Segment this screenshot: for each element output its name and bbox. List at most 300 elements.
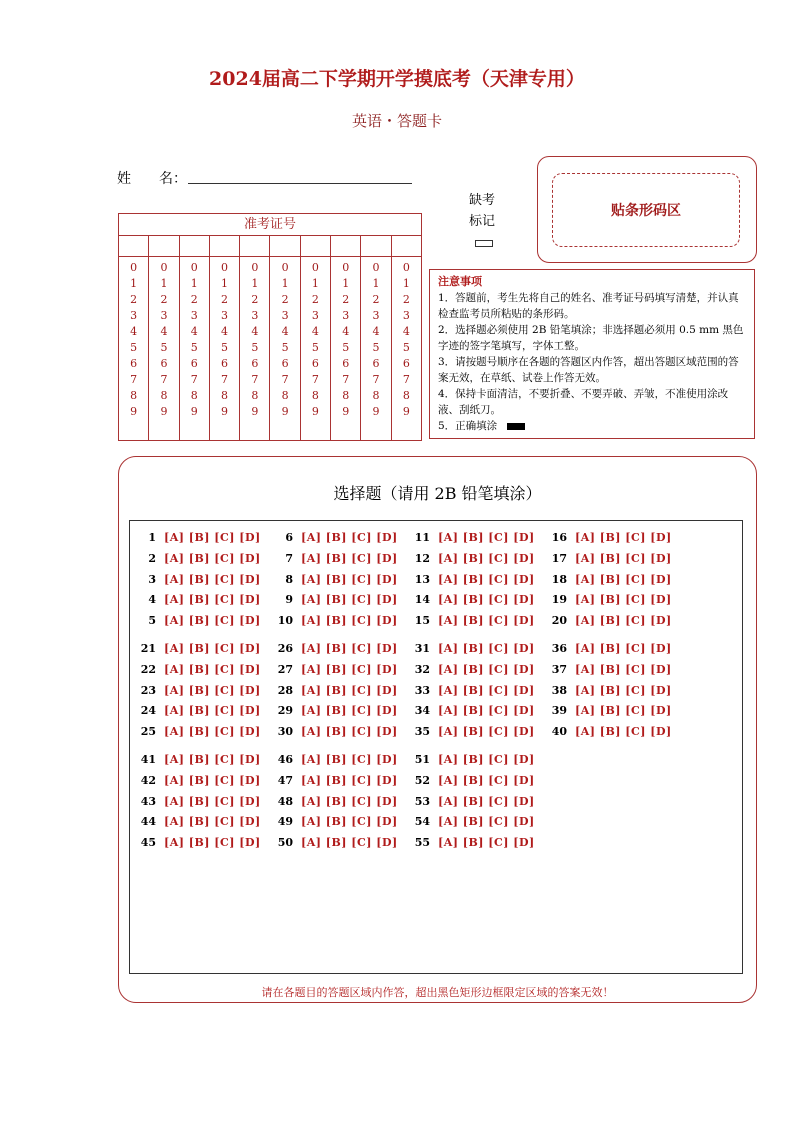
answer-options[interactable]: [A] [B] [C] [D] <box>301 704 398 718</box>
ticket-digit-bubble[interactable]: 3 <box>251 309 259 322</box>
ticket-digit-bubble[interactable]: 0 <box>342 261 350 274</box>
ticket-digit-bubble[interactable]: 5 <box>372 341 380 354</box>
question-number: 29 <box>277 704 293 718</box>
answer-options[interactable]: [A] [B] [C] [D] <box>301 773 398 787</box>
answer-options[interactable]: [A] [B] [C] [D] <box>575 642 672 655</box>
question-row <box>136 639 261 660</box>
question-row <box>547 681 672 702</box>
question-row <box>547 528 672 549</box>
ticket-digit-bubble[interactable]: 0 <box>402 261 410 274</box>
ticket-digit-bubble[interactable]: 3 <box>281 309 289 322</box>
question-row <box>136 590 261 611</box>
notice-box <box>429 269 755 439</box>
question-row <box>273 833 398 854</box>
ticket-digit-bubble[interactable]: 6 <box>342 357 350 370</box>
ticket-digit-bubble[interactable]: 7 <box>160 373 168 386</box>
ticket-digit-bubble[interactable]: 1 <box>190 277 198 290</box>
question-row <box>410 771 535 792</box>
ticket-digit-bubble[interactable]: 5 <box>281 341 289 354</box>
question-row <box>547 611 672 632</box>
answer-options[interactable]: [A] [B] [C] [D] <box>301 794 398 808</box>
question-row <box>273 528 398 549</box>
answer-options[interactable]: [A] [B] [C] [D] <box>438 773 535 787</box>
question-number: 23 <box>140 683 156 697</box>
question-number: 2 <box>148 551 156 565</box>
question-row <box>547 639 672 660</box>
ticket-digit-column <box>240 257 270 440</box>
ticket-digit-bubble[interactable]: 8 <box>281 389 289 402</box>
question-number: 36 <box>551 642 567 655</box>
question-number: 31 <box>414 642 430 655</box>
question-number: 22 <box>140 662 156 676</box>
ticket-digit-column <box>119 257 149 440</box>
ticket-digit-bubble[interactable]: 5 <box>130 341 138 354</box>
ticket-digit-bubble[interactable]: 6 <box>130 357 138 370</box>
ticket-digit-bubble[interactable]: 2 <box>372 293 380 306</box>
absent-label-line: 标记 <box>468 214 495 229</box>
ticket-digit-bubble[interactable]: 5 <box>402 341 410 354</box>
ticket-digit-bubble[interactable]: 5 <box>342 341 350 354</box>
question-number: 52 <box>414 773 430 787</box>
ticket-digit-bubble[interactable]: 1 <box>281 277 289 290</box>
ticket-digit-bubble[interactable]: 7 <box>342 373 350 386</box>
ticket-digit-bubble[interactable]: 2 <box>342 293 350 306</box>
ticket-digit-bubble[interactable]: 9 <box>160 405 168 418</box>
ticket-digit-bubble[interactable]: 8 <box>130 389 138 402</box>
question-column <box>136 750 261 854</box>
question-row <box>547 701 672 722</box>
question-number: 41 <box>140 753 156 766</box>
question-row <box>410 639 535 660</box>
choice-section-title: 选择题（请用 2B 铅笔填涂） <box>333 484 542 503</box>
answer-options[interactable]: [A] [B] [C] [D] <box>164 753 261 766</box>
question-number: 43 <box>140 794 156 808</box>
ticket-digit-bubble[interactable]: 8 <box>372 389 380 402</box>
question-row <box>547 590 672 611</box>
ticket-digit-bubble[interactable]: 8 <box>342 389 350 402</box>
ticket-digit-bubble[interactable]: 7 <box>221 373 229 386</box>
question-number: 21 <box>140 642 156 655</box>
ticket-digit-bubble[interactable]: 4 <box>281 325 289 338</box>
question-row <box>273 639 398 660</box>
question-number: 28 <box>277 683 293 697</box>
ticket-write-cell[interactable] <box>180 236 210 256</box>
ticket-digit-bubble[interactable]: 9 <box>190 405 198 418</box>
question-column <box>410 639 535 743</box>
answer-options[interactable]: [A] [B] [C] [D] <box>438 572 535 586</box>
answer-options[interactable]: [A] [B] [C] [D] <box>301 683 398 697</box>
question-row <box>136 528 261 549</box>
ticket-digit-bubble[interactable]: 6 <box>311 357 319 370</box>
ticket-digit-bubble[interactable]: 2 <box>160 293 168 306</box>
ticket-digit-bubble[interactable]: 1 <box>221 277 229 290</box>
question-number: 24 <box>140 704 156 718</box>
answer-options[interactable]: [A] [B] [C] [D] <box>438 794 535 808</box>
ticket-write-cell[interactable] <box>361 236 391 256</box>
question-number: 9 <box>285 593 293 607</box>
ticket-digit-bubble[interactable]: 3 <box>342 309 350 322</box>
ticket-digit-columns <box>119 257 421 440</box>
ticket-digit-bubble[interactable]: 5 <box>311 341 319 354</box>
question-number: 10 <box>277 614 293 628</box>
barcode-label: 贴条形码区 <box>552 173 740 247</box>
answer-options[interactable]: [A] [B] [C] [D] <box>301 642 398 655</box>
question-number: 44 <box>140 815 156 829</box>
answer-options[interactable]: [A] [B] [C] [D] <box>575 662 672 676</box>
question-number: 4 <box>148 593 156 607</box>
question-row <box>410 590 535 611</box>
ticket-digit-bubble[interactable]: 2 <box>311 293 319 306</box>
answer-options[interactable]: [A] [B] [C] [D] <box>438 815 535 829</box>
question-column <box>410 750 535 854</box>
ticket-write-cell[interactable] <box>392 236 421 256</box>
barcode-area <box>537 156 757 263</box>
ticket-digit-bubble[interactable]: 3 <box>372 309 380 322</box>
question-number: 50 <box>277 836 293 850</box>
ticket-digit-bubble[interactable]: 2 <box>281 293 289 306</box>
question-number: 7 <box>285 551 293 565</box>
answer-options[interactable]: [A] [B] [C] [D] <box>164 551 261 565</box>
ticket-write-cell[interactable] <box>301 236 331 256</box>
ticket-digit-bubble[interactable]: 5 <box>160 341 168 354</box>
ticket-digit-bubble[interactable]: 4 <box>130 325 138 338</box>
question-number: 45 <box>140 836 156 850</box>
page-subtitle: 英语・答题卡 <box>351 112 442 130</box>
ticket-digit-bubble[interactable]: 3 <box>311 309 319 322</box>
answer-options[interactable]: [A] [B] [C] [D] <box>438 725 535 739</box>
ticket-digit-bubble[interactable]: 2 <box>130 293 138 306</box>
question-row <box>547 570 672 591</box>
ticket-digit-bubble[interactable]: 4 <box>221 325 229 338</box>
name-field[interactable] <box>188 183 412 184</box>
question-number: 33 <box>414 683 430 697</box>
page-title: 2024届高二下学期开学摸底考（天津专用） <box>209 68 585 90</box>
answer-options[interactable]: [A] [B] [C] [D] <box>301 662 398 676</box>
question-row <box>136 611 261 632</box>
notice-list <box>438 290 746 434</box>
ticket-digit-bubble[interactable]: 7 <box>281 373 289 386</box>
ticket-write-cell[interactable] <box>240 236 270 256</box>
ticket-digit-bubble[interactable]: 7 <box>372 373 380 386</box>
answer-options[interactable]: [A] [B] [C] [D] <box>301 551 398 565</box>
ticket-digit-bubble[interactable]: 0 <box>130 261 138 274</box>
question-row <box>136 549 261 570</box>
question-number: 17 <box>551 551 567 565</box>
ticket-digit-bubble[interactable]: 5 <box>190 341 198 354</box>
question-row <box>547 549 672 570</box>
ticket-digit-bubble[interactable]: 9 <box>130 405 138 418</box>
ticket-digit-bubble[interactable]: 5 <box>221 341 229 354</box>
ticket-digit-bubble[interactable]: 8 <box>251 389 259 402</box>
answer-options[interactable]: [A] [B] [C] [D] <box>164 704 261 718</box>
answer-options[interactable]: [A] [B] [C] [D] <box>164 794 261 808</box>
question-row <box>410 833 535 854</box>
question-number: 37 <box>551 662 567 676</box>
question-row <box>273 611 398 632</box>
question-number: 53 <box>414 794 430 808</box>
question-number: 30 <box>277 725 293 739</box>
ticket-digit-bubble[interactable]: 6 <box>221 357 229 370</box>
ticket-write-cell[interactable] <box>119 236 149 256</box>
choice-section <box>118 456 757 1003</box>
question-row <box>273 660 398 681</box>
question-column <box>136 639 261 743</box>
question-row <box>273 771 398 792</box>
ticket-digit-bubble[interactable]: 4 <box>342 325 350 338</box>
question-row <box>410 611 535 632</box>
answer-options[interactable]: [A] [B] [C] [D] <box>301 836 398 850</box>
question-row <box>410 722 535 743</box>
ticket-digit-bubble[interactable]: 3 <box>190 309 198 322</box>
ticket-digit-bubble[interactable]: 1 <box>251 277 259 290</box>
answer-options[interactable]: [A] [B] [C] [D] <box>164 773 261 787</box>
ticket-digit-bubble[interactable]: 4 <box>251 325 259 338</box>
question-number: 3 <box>148 572 156 586</box>
answer-options[interactable]: [A] [B] [C] [D] <box>575 572 672 586</box>
answer-options[interactable]: [A] [B] [C] [D] <box>301 725 398 739</box>
ticket-title: 准考证号 <box>119 214 421 236</box>
ticket-digit-column <box>331 257 361 440</box>
ticket-digit-bubble[interactable]: 7 <box>130 373 138 386</box>
ticket-digit-bubble[interactable]: 1 <box>311 277 319 290</box>
notice-title: 注意事项 <box>438 275 482 288</box>
question-number: 48 <box>277 794 293 808</box>
ticket-digit-bubble[interactable]: 4 <box>160 325 168 338</box>
ticket-write-cell[interactable] <box>331 236 361 256</box>
question-column <box>410 528 535 632</box>
ticket-digit-bubble[interactable]: 9 <box>281 405 289 418</box>
question-row <box>410 792 535 813</box>
ticket-digit-bubble[interactable]: 9 <box>251 405 259 418</box>
ticket-digit-bubble[interactable]: 0 <box>372 261 380 274</box>
ticket-digit-bubble[interactable]: 0 <box>251 261 259 274</box>
answer-options[interactable]: [A] [B] [C] [D] <box>438 551 535 565</box>
ticket-digit-bubble[interactable]: 9 <box>311 405 319 418</box>
ticket-digit-bubble[interactable]: 0 <box>221 261 229 274</box>
question-number: 25 <box>140 725 156 739</box>
ticket-digit-bubble[interactable]: 0 <box>281 261 289 274</box>
ticket-digit-bubble[interactable]: 8 <box>160 389 168 402</box>
answer-options[interactable]: [A] [B] [C] [D] <box>438 593 535 607</box>
answer-area <box>129 520 743 974</box>
question-row <box>273 590 398 611</box>
ticket-digit-bubble[interactable]: 1 <box>402 277 410 290</box>
ticket-digit-column <box>301 257 331 440</box>
ticket-digit-bubble[interactable]: 0 <box>190 261 198 274</box>
ticket-digit-bubble[interactable]: 4 <box>402 325 410 338</box>
ticket-digit-bubble[interactable]: 8 <box>402 389 410 402</box>
ticket-digit-bubble[interactable]: 3 <box>402 309 410 322</box>
ticket-digit-column <box>392 257 421 440</box>
ticket-digit-bubble[interactable]: 7 <box>311 373 319 386</box>
ticket-digit-bubble[interactable]: 8 <box>190 389 198 402</box>
ticket-digit-column <box>270 257 300 440</box>
answer-options[interactable]: [A] [B] [C] [D] <box>575 683 672 697</box>
ticket-digit-column <box>180 257 210 440</box>
question-row <box>136 792 261 813</box>
answer-options[interactable]: [A] [B] [C] [D] <box>575 725 672 739</box>
answer-options[interactable]: [A] [B] [C] [D] <box>438 662 535 676</box>
answer-options[interactable]: [A] [B] [C] [D] <box>301 614 398 628</box>
absent-checkbox[interactable] <box>475 240 493 247</box>
answer-options[interactable]: [A] [B] [C] [D] <box>438 683 535 697</box>
question-row <box>410 570 535 591</box>
question-number: 13 <box>414 572 430 586</box>
question-row <box>410 750 535 771</box>
name-label: 姓 名： <box>117 171 187 187</box>
ticket-digit-column <box>361 257 391 440</box>
question-number: 26 <box>277 642 293 655</box>
answer-options[interactable]: [A] [B] [C] [D] <box>438 704 535 718</box>
question-number: 8 <box>285 572 293 586</box>
ticket-digit-bubble[interactable]: 9 <box>402 405 410 418</box>
question-row <box>410 549 535 570</box>
question-row <box>136 660 261 681</box>
notice-item: 5．正确填涂 <box>438 418 746 434</box>
question-row <box>136 750 261 771</box>
question-row <box>547 722 672 743</box>
ticket-digit-bubble[interactable]: 1 <box>160 277 168 290</box>
ticket-digit-bubble[interactable]: 3 <box>221 309 229 322</box>
ticket-digit-bubble[interactable]: 8 <box>311 389 319 402</box>
ticket-write-cell[interactable] <box>149 236 179 256</box>
question-number: 42 <box>140 773 156 787</box>
question-column <box>136 528 261 632</box>
ticket-digit-bubble[interactable]: 7 <box>190 373 198 386</box>
answer-options[interactable]: [A] [B] [C] [D] <box>164 593 261 607</box>
ticket-digit-bubble[interactable]: 4 <box>372 325 380 338</box>
question-number: 46 <box>277 753 293 766</box>
correct-fill-example <box>507 423 525 430</box>
question-column <box>547 639 672 743</box>
ticket-digit-bubble[interactable]: 1 <box>342 277 350 290</box>
question-row <box>136 771 261 792</box>
question-number: 49 <box>277 815 293 829</box>
ticket-digit-bubble[interactable]: 6 <box>402 357 410 370</box>
ticket-digit-bubble[interactable]: 5 <box>251 341 259 354</box>
question-number: 16 <box>551 531 567 544</box>
question-number: 20 <box>551 614 567 628</box>
ticket-digit-bubble[interactable]: 6 <box>160 357 168 370</box>
answer-options[interactable]: [A] [B] [C] [D] <box>164 662 261 676</box>
question-row <box>273 792 398 813</box>
ticket-digit-bubble[interactable]: 8 <box>221 389 229 402</box>
ticket-digit-column <box>210 257 240 440</box>
ticket-digit-bubble[interactable]: 6 <box>372 357 380 370</box>
answer-options[interactable]: [A] [B] [C] [D] <box>164 815 261 829</box>
answer-options[interactable]: [A] [B] [C] [D] <box>438 642 535 655</box>
question-number: 19 <box>551 593 567 607</box>
answer-options[interactable]: [A] [B] [C] [D] <box>575 614 672 628</box>
ticket-digit-bubble[interactable]: 9 <box>342 405 350 418</box>
answer-options[interactable]: [A] [B] [C] [D] <box>301 593 398 607</box>
answer-options[interactable]: [A] [B] [C] [D] <box>164 614 261 628</box>
answer-options[interactable]: [A] [B] [C] [D] <box>301 815 398 829</box>
ticket-digit-bubble[interactable]: 0 <box>160 261 168 274</box>
answer-options[interactable]: [A] [B] [C] [D] <box>301 753 398 766</box>
ticket-digit-bubble[interactable]: 4 <box>311 325 319 338</box>
ticket-digit-bubble[interactable]: 9 <box>372 405 380 418</box>
question-column <box>547 528 672 632</box>
answer-options[interactable]: [A] [B] [C] [D] <box>164 725 261 739</box>
question-row <box>273 750 398 771</box>
ticket-digit-bubble[interactable]: 6 <box>251 357 259 370</box>
question-number: 51 <box>414 753 430 766</box>
question-number: 15 <box>414 614 430 628</box>
answer-options[interactable]: [A] [B] [C] [D] <box>575 704 672 718</box>
ticket-digit-bubble[interactable]: 2 <box>190 293 198 306</box>
answer-options[interactable]: [A] [B] [C] [D] <box>164 572 261 586</box>
question-number: 47 <box>277 773 293 787</box>
ticket-digit-bubble[interactable]: 3 <box>160 309 168 322</box>
ticket-digit-bubble[interactable]: 7 <box>402 373 410 386</box>
question-number: 1 <box>148 531 156 544</box>
ticket-digit-bubble[interactable]: 1 <box>372 277 380 290</box>
question-number: 38 <box>551 683 567 697</box>
question-number: 55 <box>414 836 430 850</box>
ticket-digit-bubble[interactable]: 1 <box>130 277 138 290</box>
question-column <box>273 750 398 854</box>
ticket-digit-bubble[interactable]: 2 <box>221 293 229 306</box>
answer-options[interactable]: [A] [B] [C] [D] <box>575 551 672 565</box>
ticket-digit-bubble[interactable]: 2 <box>251 293 259 306</box>
answer-options[interactable]: [A] [B] [C] [D] <box>438 836 535 850</box>
question-number: 34 <box>414 704 430 718</box>
question-row <box>273 681 398 702</box>
question-row <box>136 833 261 854</box>
ticket-digit-bubble[interactable]: 9 <box>221 405 229 418</box>
answer-options[interactable]: [A] [B] [C] [D] <box>438 753 535 766</box>
ticket-digit-bubble[interactable]: 4 <box>190 325 198 338</box>
answer-options[interactable]: [A] [B] [C] [D] <box>438 531 535 544</box>
answer-options[interactable]: [A] [B] [C] [D] <box>164 531 261 544</box>
question-row <box>136 812 261 833</box>
question-row <box>273 701 398 722</box>
absent-label <box>462 190 502 232</box>
ticket-digit-bubble[interactable]: 6 <box>281 357 289 370</box>
ticket-digit-bubble[interactable]: 2 <box>402 293 410 306</box>
answer-options[interactable]: [A] [B] [C] [D] <box>301 531 398 544</box>
answer-options[interactable]: [A] [B] [C] [D] <box>575 593 672 607</box>
question-number: 39 <box>551 704 567 718</box>
ticket-write-cell[interactable] <box>210 236 240 256</box>
ticket-digit-bubble[interactable]: 0 <box>311 261 319 274</box>
question-number: 54 <box>414 815 430 829</box>
question-column <box>273 528 398 632</box>
question-row <box>273 570 398 591</box>
ticket-digit-bubble[interactable]: 7 <box>251 373 259 386</box>
question-row <box>136 570 261 591</box>
answer-options[interactable]: [A] [B] [C] [D] <box>164 683 261 697</box>
answer-options[interactable]: [A] [B] [C] [D] <box>575 531 672 544</box>
question-number: 35 <box>414 725 430 739</box>
question-row <box>136 722 261 743</box>
question-number: 27 <box>277 662 293 676</box>
question-number: 12 <box>414 551 430 565</box>
ticket-write-cell[interactable] <box>270 236 300 256</box>
ticket-digit-bubble[interactable]: 3 <box>130 309 138 322</box>
ticket-digit-bubble[interactable]: 6 <box>190 357 198 370</box>
question-number: 40 <box>551 725 567 739</box>
answer-options[interactable]: [A] [B] [C] [D] <box>164 642 261 655</box>
answer-options[interactable]: [A] [B] [C] [D] <box>301 572 398 586</box>
absent-label-line: 缺考 <box>468 193 495 208</box>
answer-options[interactable]: [A] [B] [C] [D] <box>438 614 535 628</box>
ticket-write-row[interactable] <box>119 236 421 257</box>
ticket-number-grid <box>118 213 422 441</box>
question-row <box>410 660 535 681</box>
answer-options[interactable]: [A] [B] [C] [D] <box>164 836 261 850</box>
